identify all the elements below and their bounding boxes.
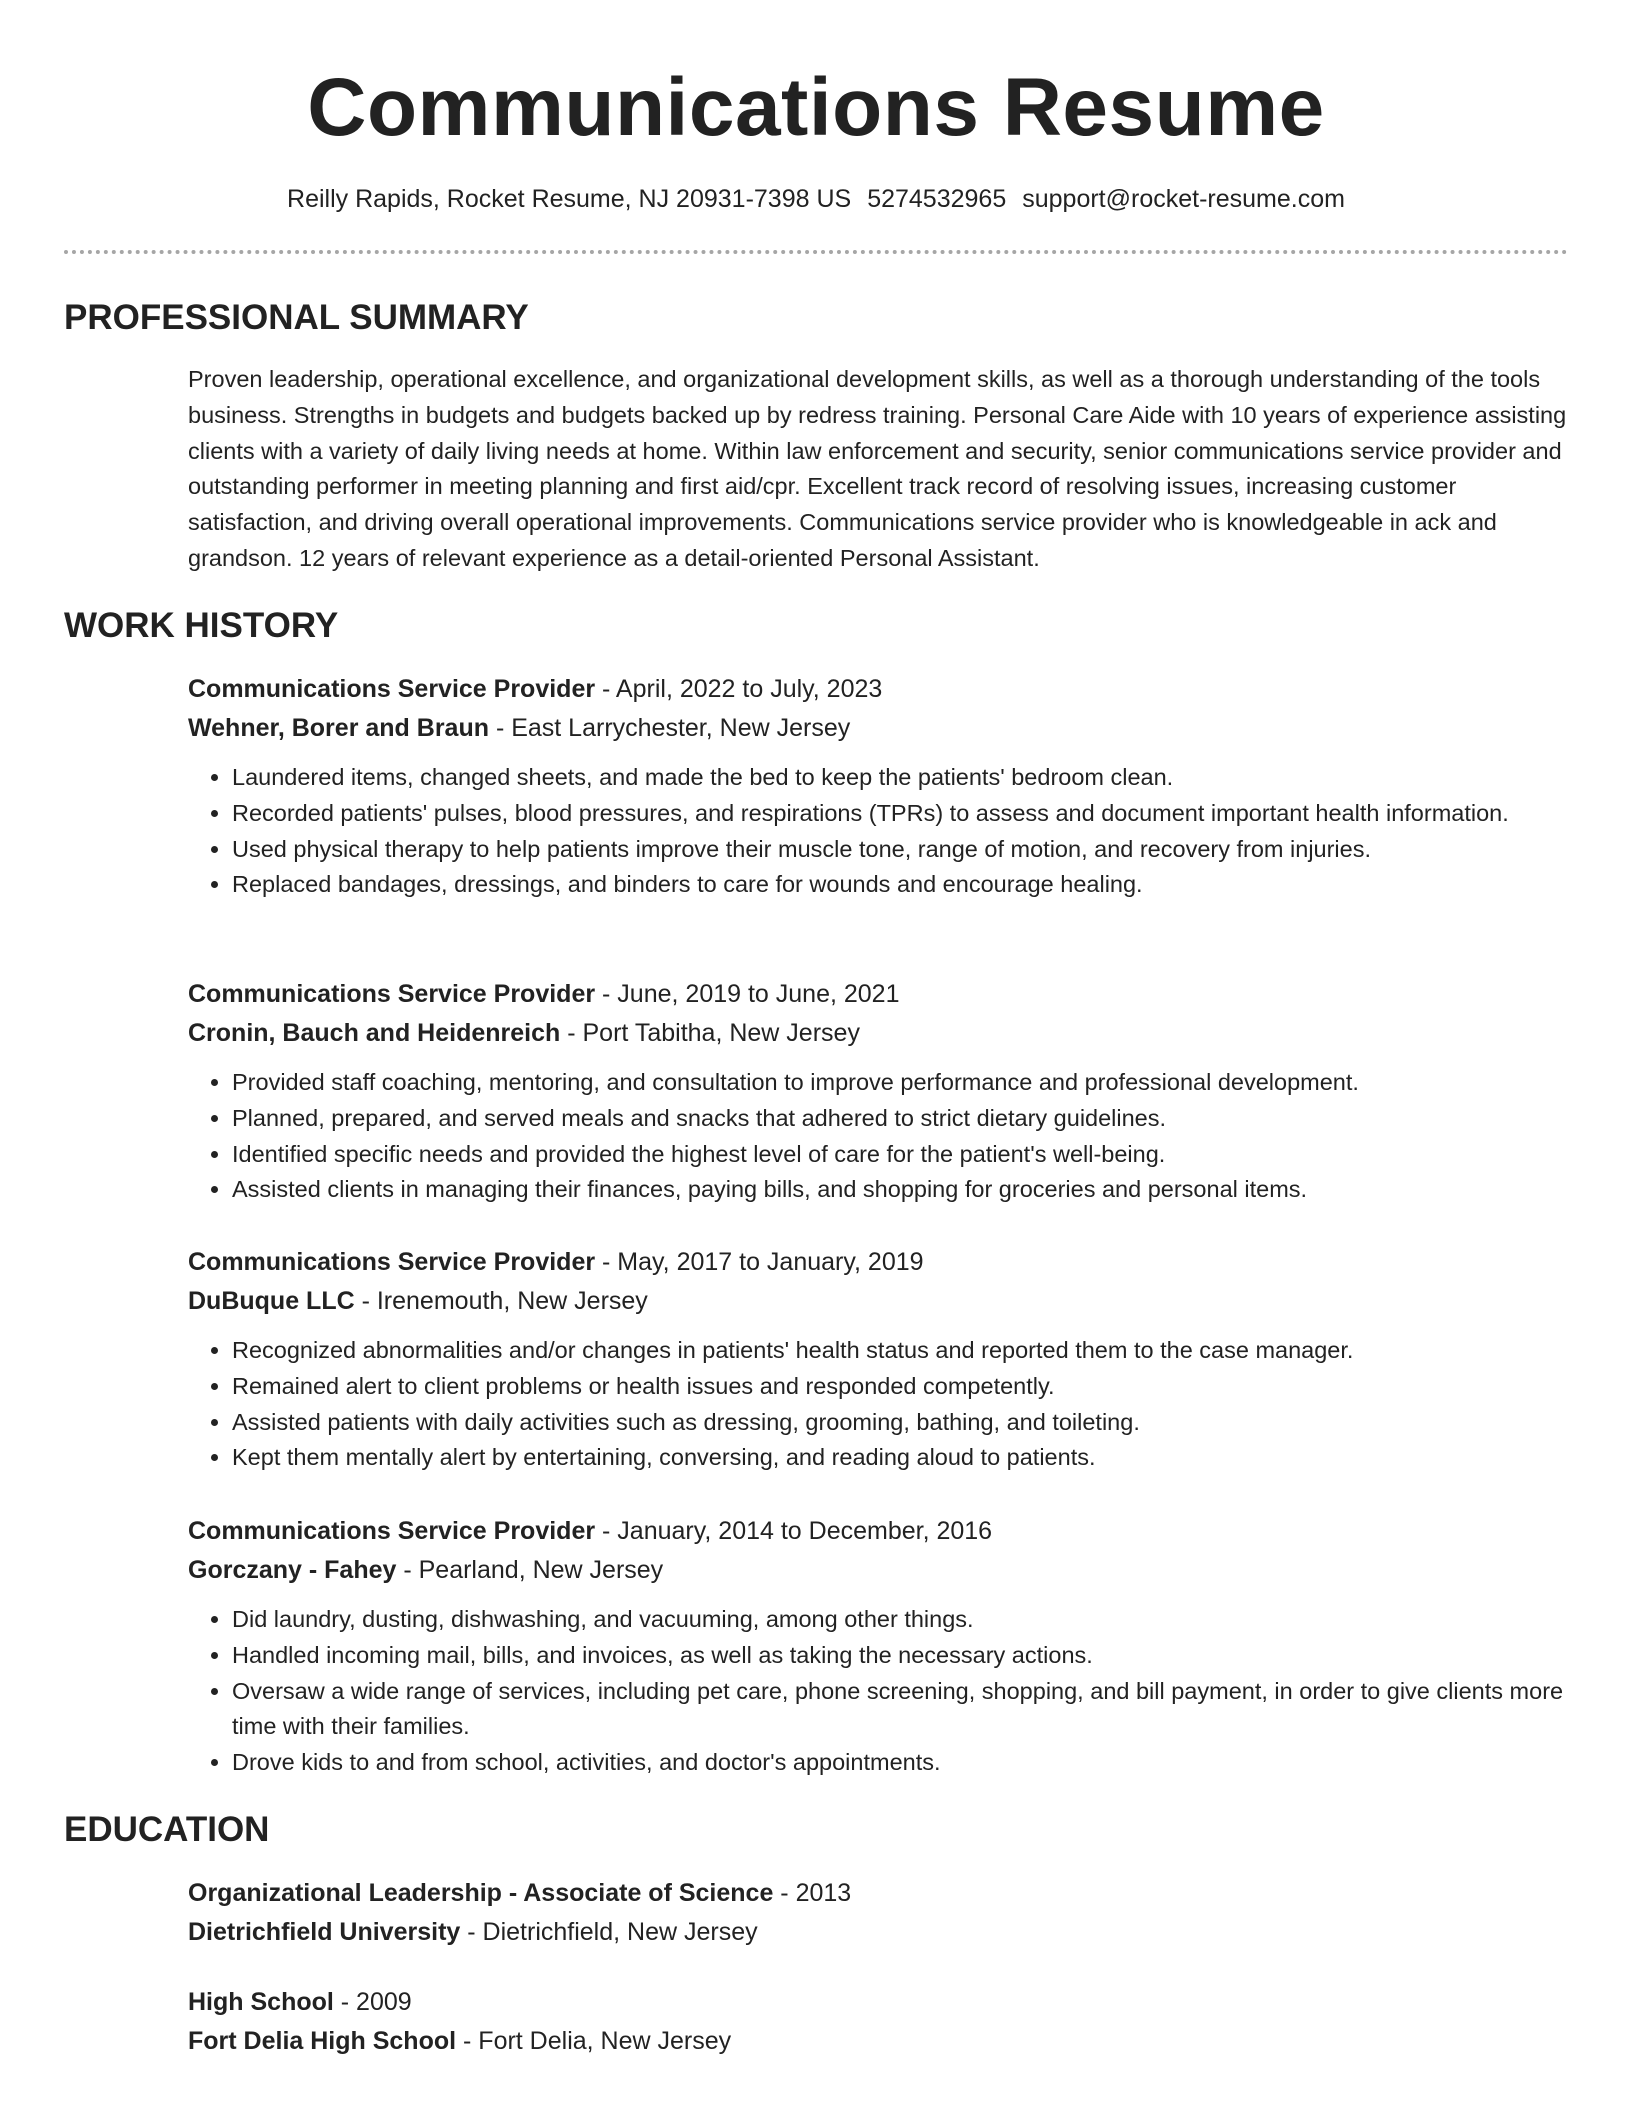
job-company-line bbox=[188, 1551, 1568, 1590]
job-title: Communications Service Provider bbox=[188, 980, 596, 1008]
job-title: Communications Service Provider bbox=[188, 1517, 596, 1545]
job-company-line bbox=[188, 1014, 1568, 1053]
duty-item: • Laundered items, changed sheets, and made the bed to keep the patients' bedroom clean. bbox=[232, 760, 1568, 796]
school-line bbox=[188, 1913, 1568, 1952]
job-location: - Irenemouth, New Jersey bbox=[354, 1287, 648, 1315]
job-location: - East Larrychester, New Jersey bbox=[489, 714, 851, 742]
job-company: DuBuque LLC bbox=[188, 1287, 355, 1315]
job-entry bbox=[188, 670, 1568, 903]
degree-year: - 2009 bbox=[333, 1988, 412, 2016]
job-dates: - April, 2022 to July, 2023 bbox=[595, 675, 883, 703]
job-duties bbox=[188, 760, 1568, 903]
job-title-line bbox=[188, 975, 1568, 1014]
job-entry bbox=[188, 1512, 1568, 1781]
job-location: - Port Tabitha, New Jersey bbox=[560, 1019, 860, 1047]
job-company-line bbox=[188, 709, 1568, 748]
job-duties bbox=[188, 1602, 1568, 1781]
job-company-line bbox=[188, 1282, 1568, 1321]
degree-name: High School bbox=[188, 1988, 334, 2016]
job-title: Communications Service Provider bbox=[188, 675, 596, 703]
job-entry bbox=[188, 1243, 1568, 1476]
job-entry bbox=[188, 975, 1568, 1208]
summary-heading: PROFESSIONAL SUMMARY bbox=[64, 298, 529, 337]
job-dates: - June, 2019 to June, 2021 bbox=[595, 980, 900, 1008]
degree-name: Organizational Leadership - Associate of Science bbox=[188, 1879, 774, 1907]
education-heading: EDUCATION bbox=[64, 1810, 270, 1849]
school-name: Dietrichfield University bbox=[188, 1918, 461, 1946]
degree-year: - 2013 bbox=[773, 1879, 852, 1907]
contact-phone: 5274532965 bbox=[867, 185, 1007, 213]
school-location: - Fort Delia, New Jersey bbox=[456, 2027, 732, 2055]
degree-line bbox=[188, 1874, 1568, 1913]
job-company: Wehner, Borer and Braun bbox=[188, 714, 489, 742]
summary-text: Proven leadership, operational excellence, and organizational development skills, as well as a thorough understanding of the tools business. Strengths in budgets and budgets backed up by redress training. Personal Care Aide with 10 years of experience assisting clients with a variety of daily living needs at home. Within law enforcement and security, senior communications service provider and outstanding performer in meeting planning and first aid/cpr. Excellent track record of resolving issues, increasing customer satisfaction, and driving overall operational improvements. Communications service provider who is knowledgeable in ack and grandson. 12 years of relevant experience as a detail-oriented Personal Assistant. bbox=[188, 366, 1567, 571]
duty-item: • Identified specific needs and provided the highest level of care for the patient's well-being. bbox=[232, 1137, 1568, 1173]
school-location: - Dietrichfield, New Jersey bbox=[460, 1918, 758, 1946]
duty-item: • Remained alert to client problems or health issues and responded competently. bbox=[232, 1369, 1568, 1405]
contact-address: Reilly Rapids, Rocket Resume, NJ 20931-7398 US bbox=[287, 185, 852, 213]
duty-item: • Recognized abnormalities and/or changes in patients' health status and reported them to the case manager. bbox=[232, 1333, 1568, 1369]
duty-item: • Replaced bandages, dressings, and binders to care for wounds and encourage healing. bbox=[232, 867, 1568, 903]
job-duties bbox=[188, 1333, 1568, 1476]
duty-item: • Drove kids to and from school, activities, and doctor's appointments. bbox=[232, 1745, 1568, 1781]
degree-line bbox=[188, 1983, 1568, 2022]
duty-item: • Did laundry, dusting, dishwashing, and vacuuming, among other things. bbox=[232, 1602, 1568, 1638]
header-divider bbox=[64, 250, 1568, 254]
school-name: Fort Delia High School bbox=[188, 2027, 457, 2055]
education-entry bbox=[188, 1874, 1568, 1952]
education-entry bbox=[188, 1983, 1568, 2061]
job-company: Cronin, Bauch and Heidenreich bbox=[188, 1019, 561, 1047]
job-title-line bbox=[188, 670, 1568, 709]
job-location: - Pearland, New Jersey bbox=[396, 1556, 664, 1584]
job-company: Gorczany - Fahey bbox=[188, 1556, 397, 1584]
job-title-line bbox=[188, 1243, 1568, 1282]
resume-title: Communications Resume bbox=[307, 62, 1325, 153]
job-dates: - January, 2014 to December, 2016 bbox=[595, 1517, 993, 1545]
job-duties bbox=[188, 1065, 1568, 1208]
duty-item: • Kept them mentally alert by entertaining, conversing, and reading aloud to patients. bbox=[232, 1440, 1568, 1476]
job-dates: - May, 2017 to January, 2019 bbox=[595, 1248, 924, 1276]
contact-email: support@rocket-resume.com bbox=[1022, 185, 1345, 213]
duty-item: • Handled incoming mail, bills, and invoices, as well as taking the necessary actions. bbox=[232, 1638, 1568, 1674]
job-title: Communications Service Provider bbox=[188, 1248, 596, 1276]
duty-item: • Recorded patients' pulses, blood pressures, and respirations (TPRs) to assess and document important health information. bbox=[232, 796, 1568, 832]
job-title-line bbox=[188, 1512, 1568, 1551]
contact-line bbox=[0, 182, 1632, 216]
duty-item: • Assisted clients in managing their finances, paying bills, and shopping for groceries and personal items. bbox=[232, 1172, 1568, 1208]
duty-item: • Planned, prepared, and served meals and snacks that adhered to strict dietary guidelines. bbox=[232, 1101, 1568, 1137]
duty-item: • Used physical therapy to help patients improve their muscle tone, range of motion, and recovery from injuries. bbox=[232, 832, 1568, 868]
school-line bbox=[188, 2022, 1568, 2061]
duty-item: • Assisted patients with daily activities such as dressing, grooming, bathing, and toileting. bbox=[232, 1405, 1568, 1441]
work-history-heading: WORK HISTORY bbox=[64, 606, 339, 645]
duty-item: • Oversaw a wide range of services, including pet care, phone screening, shopping, and bill payment, in order to give clients more time with their families. bbox=[232, 1674, 1568, 1746]
duty-item: • Provided staff coaching, mentoring, and consultation to improve performance and professional development. bbox=[232, 1065, 1568, 1101]
